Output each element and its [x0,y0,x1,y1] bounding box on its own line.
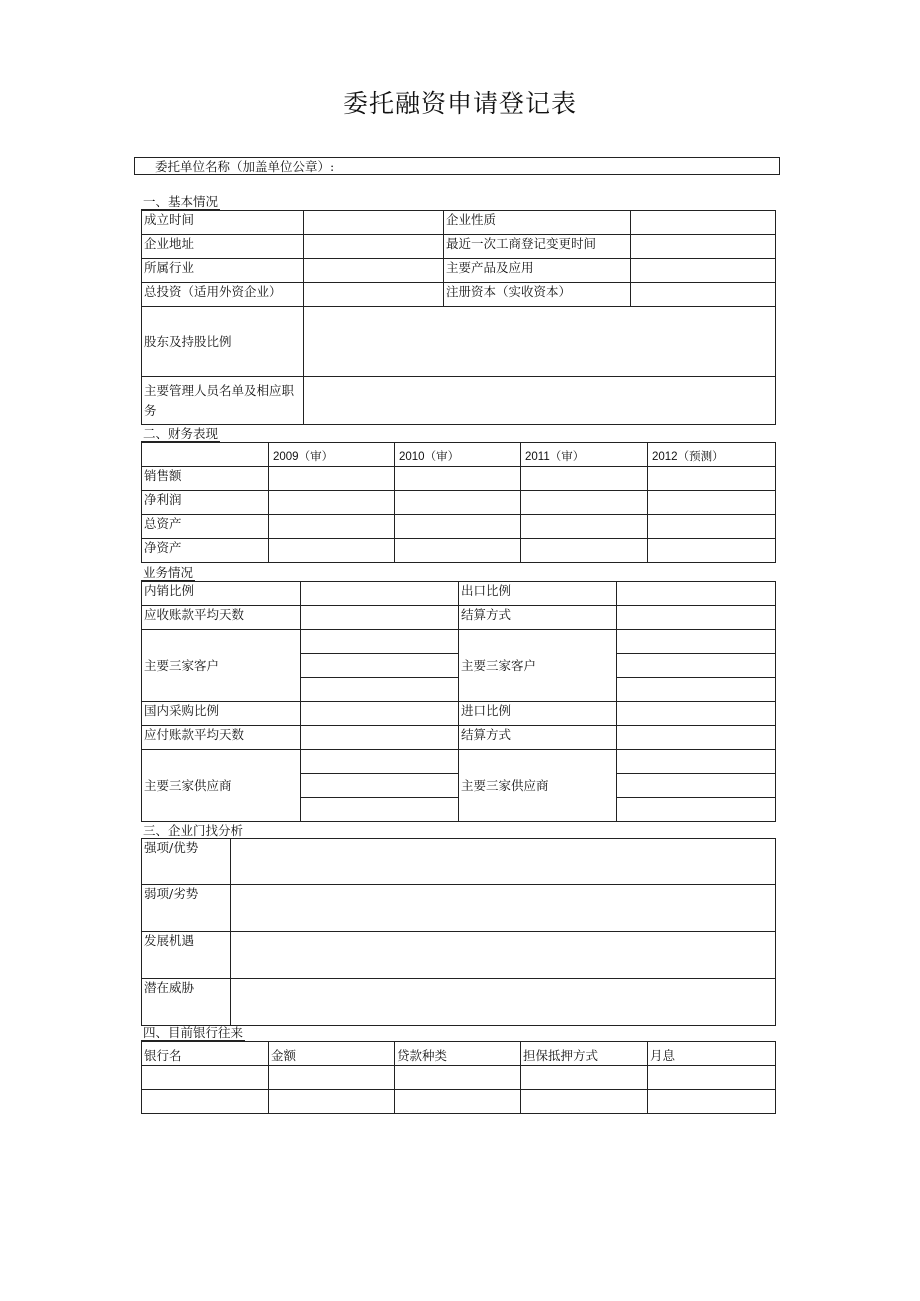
business-table [141,581,776,822]
label-main-products: 主要产品及应用 [444,259,631,283]
input-registered-capital[interactable] [631,283,776,307]
input-cell[interactable] [142,1090,269,1114]
input-last-registration-change[interactable] [631,235,776,259]
input-cell[interactable] [395,1066,521,1090]
input-customer[interactable] [617,654,776,678]
input-receivable-days[interactable] [301,606,459,630]
label-settlement: 结算方式 [459,726,617,750]
label-strengths: 强项/优势 [142,839,231,885]
label-top-customers: 主要三家客户 [142,630,301,702]
input-cell[interactable] [269,539,395,563]
bank-table [141,1041,776,1114]
label-last-registration-change: 最近一次工商登记变更时间 [444,235,631,259]
label-total-investment: 总投资（适用外资企业） [142,283,304,307]
label-export: 出口比例 [459,582,617,606]
input-cell[interactable] [521,467,648,491]
label-receivable-days: 应收账款平均天数 [142,606,301,630]
label-registered-capital: 注册资本（实收资本） [444,283,631,307]
input-enterprise-nature[interactable] [631,211,776,235]
input-payable-days[interactable] [301,726,459,750]
input-cell[interactable] [521,491,648,515]
input-settlement[interactable] [617,726,776,750]
input-cell[interactable] [521,515,648,539]
input-cell[interactable] [521,539,648,563]
label-sales: 销售额 [142,467,269,491]
input-cell[interactable] [521,1066,648,1090]
input-customer[interactable] [301,654,459,678]
input-domestic-sales[interactable] [301,582,459,606]
page-title: 委托融资申请登记表 [342,89,577,118]
input-cell[interactable] [395,491,521,515]
label-total-assets: 总资产 [142,515,269,539]
input-export[interactable] [617,582,776,606]
input-industry[interactable] [304,259,444,283]
section-financial-heading: 二、财务表现 [143,426,219,441]
label-payable-days: 应付账款平均天数 [142,726,301,750]
label-net-profit: 净利润 [142,491,269,515]
header-monthly-interest: 月息 [648,1042,776,1066]
applicant-name-field[interactable]: 委托单位名称（加盖单位公章）: [134,157,780,175]
label-import: 进口比例 [459,702,617,726]
section-business-heading: 业务情况 [143,565,194,580]
year-header: 2012（预测） [648,443,776,467]
input-cell[interactable] [395,515,521,539]
input-supplier[interactable] [617,798,776,822]
input-customer[interactable] [617,630,776,654]
input-cell[interactable] [521,1090,648,1114]
label-top-customers: 主要三家客户 [459,630,617,702]
input-cell[interactable] [648,539,776,563]
label-enterprise-nature: 企业性质 [444,211,631,235]
label-settlement: 结算方式 [459,606,617,630]
input-total-investment[interactable] [304,283,444,307]
header-amount: 金额 [269,1042,395,1066]
input-management[interactable] [304,377,776,425]
input-customer[interactable] [617,678,776,702]
year-header: 2009（审） [269,443,395,467]
label-top-suppliers: 主要三家供应商 [459,750,617,822]
input-weaknesses[interactable] [231,885,776,932]
input-cell[interactable] [648,1090,776,1114]
label-domestic-purchase: 国内采购比例 [142,702,301,726]
input-cell[interactable] [648,1066,776,1090]
input-cell[interactable] [395,1090,521,1114]
label-management: 主要管理人员名单及相应职务 [142,377,304,425]
financial-corner-cell [142,443,269,467]
input-cell[interactable] [648,515,776,539]
input-cell[interactable] [395,539,521,563]
section-basic-info-heading: 一、基本情况 [143,194,219,209]
input-strengths[interactable] [231,839,776,885]
input-cell[interactable] [648,467,776,491]
input-cell[interactable] [269,491,395,515]
input-customer[interactable] [301,678,459,702]
input-established[interactable] [304,211,444,235]
label-shareholders: 股东及持股比例 [142,307,304,377]
label-net-assets: 净资产 [142,539,269,563]
input-supplier[interactable] [617,750,776,774]
label-threats: 潜在威胁 [142,979,231,1026]
label-top-suppliers: 主要三家供应商 [142,750,301,822]
section-bank-heading: 四、目前银行往来 [143,1025,244,1040]
label-opportunities: 发展机遇 [142,932,231,979]
input-threats[interactable] [231,979,776,1026]
input-cell[interactable] [269,467,395,491]
input-supplier[interactable] [301,798,459,822]
header-guarantee-method: 担保抵押方式 [521,1042,648,1066]
input-supplier[interactable] [301,750,459,774]
input-domestic-purchase[interactable] [301,702,459,726]
label-address: 企业地址 [142,235,304,259]
input-opportunities[interactable] [231,932,776,979]
analysis-table [141,838,776,1026]
label-established: 成立时间 [142,211,304,235]
input-address[interactable] [304,235,444,259]
input-customer[interactable] [301,630,459,654]
input-main-products[interactable] [631,259,776,283]
label-weaknesses: 弱项/劣势 [142,885,231,932]
input-import[interactable] [617,702,776,726]
input-shareholders[interactable] [304,307,776,377]
input-cell[interactable] [269,1066,395,1090]
label-industry: 所属行业 [142,259,304,283]
input-settlement[interactable] [617,606,776,630]
input-cell[interactable] [269,515,395,539]
input-cell[interactable] [142,1066,269,1090]
input-cell[interactable] [648,491,776,515]
header-bank-name: 银行名 [142,1042,269,1066]
input-cell[interactable] [395,467,521,491]
label-domestic-sales: 内销比例 [142,582,301,606]
section-analysis-heading: 三、企业门找分析 [143,823,244,838]
header-loan-type: 贷款种类 [395,1042,521,1066]
input-cell[interactable] [269,1090,395,1114]
basic-info-table [141,210,776,425]
year-header: 2010（审） [395,443,521,467]
input-supplier[interactable] [617,774,776,798]
financial-table [141,442,776,563]
year-header: 2011（审） [521,443,648,467]
input-supplier[interactable] [301,774,459,798]
